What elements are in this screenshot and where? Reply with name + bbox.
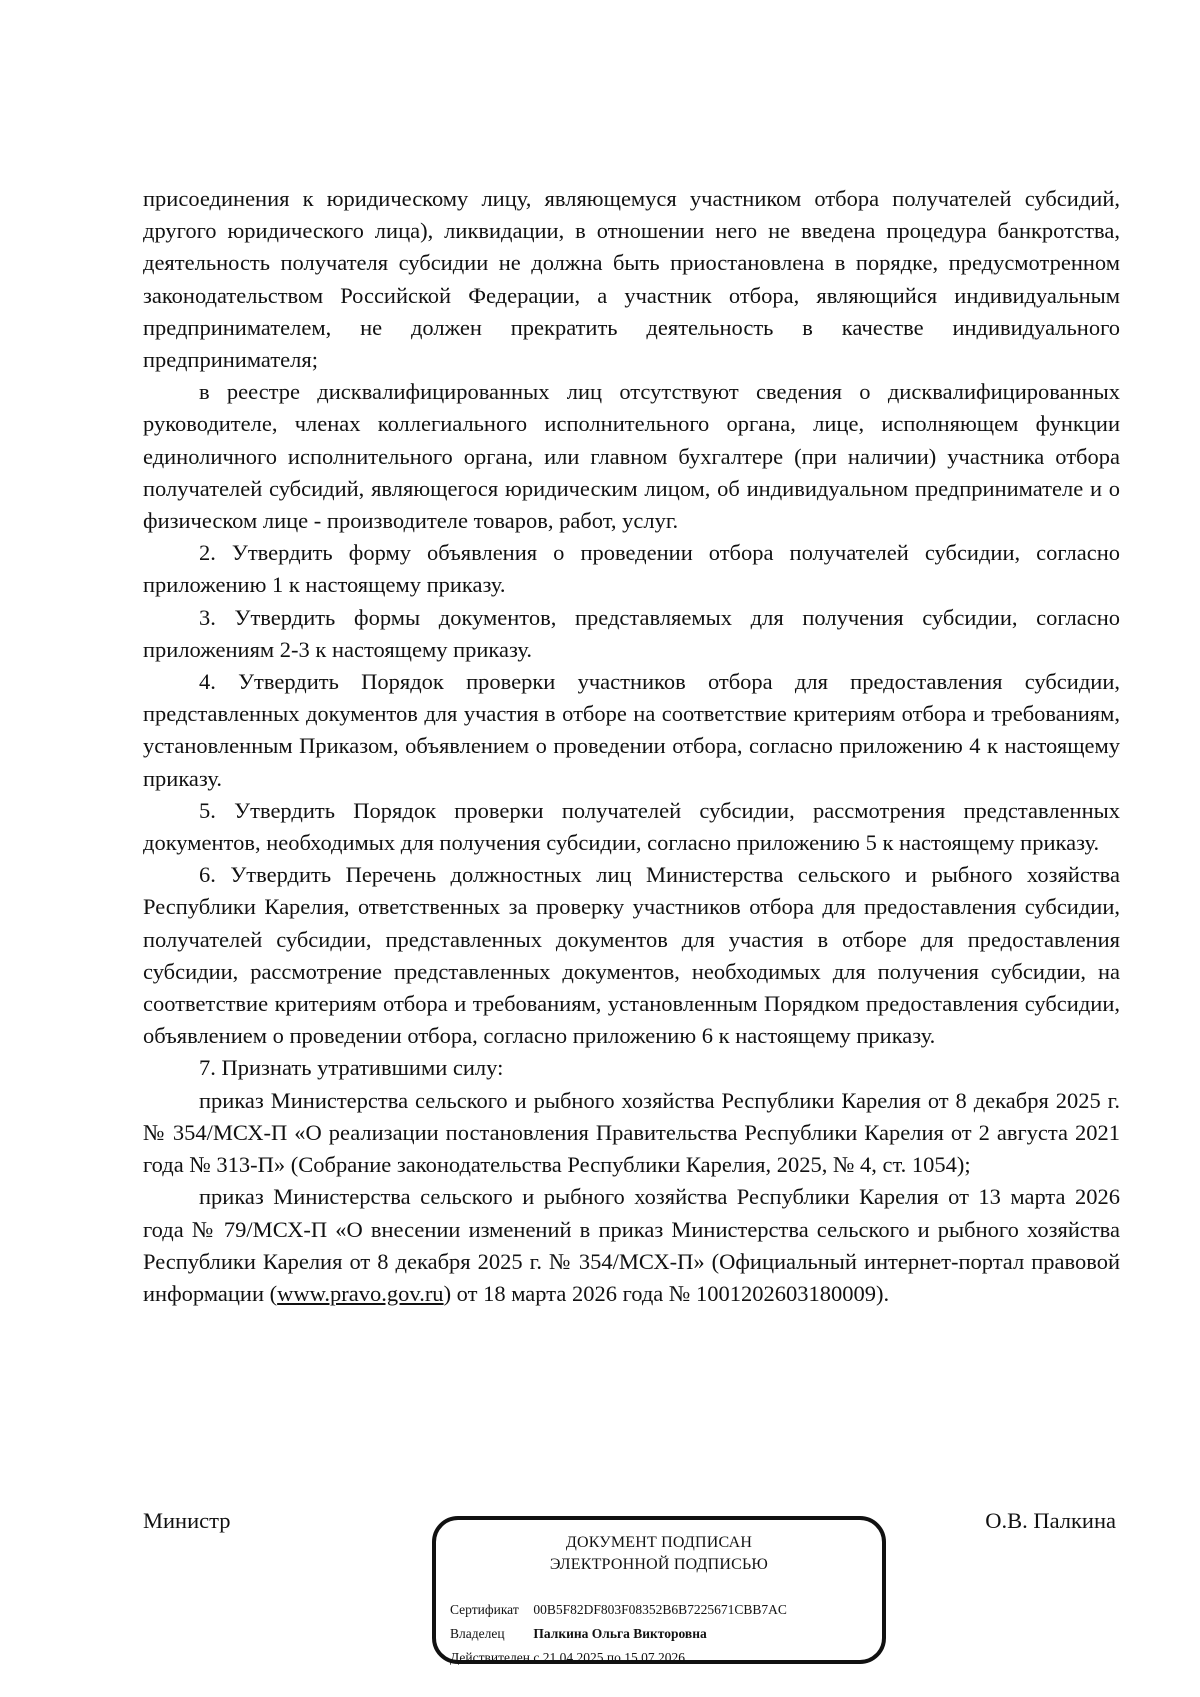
stamp-certificate-value: 00B5F82DF803F08352B6B7225671CBB7AC <box>533 1602 787 1617</box>
stamp-title-line1: ДОКУМЕНТ ПОДПИСАН <box>565 1534 753 1551</box>
paragraph-text-after-link: ) от 18 марта 2026 года № 1001202603180009). <box>443 1280 890 1306</box>
paragraph-continuation: присоединения к юридическому лицу, являющемуся участником отбора получателей субсидий, другого юридического лица), ликвидации, в отношении него не введена процедура банкротства, деятельность получателя субсидии не должна быть приостановлена в порядке, предусмотренном законодательством Российской Федерации, а участник отбора, являющийся индивидуальным предпринимателем, не должен прекратить деятельность в качестве индивидуального предпринимателя; <box>143 186 1120 373</box>
stamp-certificate-row <box>450 1602 787 1618</box>
paragraph-disqualified-registry: в реестре дисквалифицированных лиц отсутствуют сведения о дисквалифицированных руководителе, членах коллегиального исполнительного органа, лице, исполняющем функции единоличного исполнительного органа, или главном бухгалтере (при наличии) участника отбора получателей субсидий, являющегося юридическим лицом, об индивидуальном предпринимателе и о физическом лице - производителе товаров, работ, услуг. <box>143 379 1120 534</box>
stamp-validity-row <box>450 1650 685 1666</box>
stamp-owner-label: Владелец <box>450 1626 505 1641</box>
stamp-validity-value: с 21.04.2025 по 15.07.2026 <box>533 1650 685 1665</box>
signature-position: Министр <box>143 1508 231 1533</box>
signature-name: О.В. Палкина <box>985 1508 1116 1533</box>
paragraph-item-2: 2. Утвердить форму объявления о проведении отбора получателей субсидии, согласно приложению 1 к настоящему приказу. <box>143 540 1120 598</box>
pravo-gov-link[interactable]: www.pravo.gov.ru <box>277 1280 444 1306</box>
paragraph-text-before-link: приказ Министерства сельского и рыбного хозяйства Республики Карелия от 13 марта 2026 года № 79/МСХ-П «О внесении изменений в приказ Министерства сельского и рыбного хозяйства Республики Карелия от 8 декабря 2025 г. № 354/МСХ-П» (Официальный интернет-портал правовой информации ( <box>143 1184 1120 1306</box>
document-body <box>143 183 1120 1310</box>
paragraph-item-7: 7. Признать утратившими силу: <box>199 1055 504 1081</box>
paragraph-repealed-order-2 <box>143 1181 1120 1310</box>
paragraph-repealed-order-1: приказ Министерства сельского и рыбного хозяйства Республики Карелия от 8 декабря 2025 г. № 354/МСХ-П «О реализации постановления Правительства Республики Карелия от 2 августа 2021 года № 313-П» (Собрание законодательства Республики Карелия, 2025, № 4, ст. 1054); <box>143 1087 1120 1178</box>
stamp-title-line2: ЭЛЕКТРОННОЙ ПОДПИСЬЮ <box>549 1556 769 1573</box>
paragraph-item-6: 6. Утвердить Перечень должностных лиц Министерства сельского и рыбного хозяйства Республики Карелия, ответственных за проверку участников отбора для предоставления субсидии, получателей субсидии, представленных документов для участия в отборе для предоставления субсидии, рассмотрение представленных документов, необходимых для получения субсидии, на соответствие критериям отбора и требованиям, установленным Порядком предоставления субсидии, объявлением о проведении отбора, согласно приложению 6 к настоящему приказу. <box>143 862 1120 1049</box>
paragraph-item-3: 3. Утвердить формы документов, представляемых для получения субсидии, согласно приложениям 2-3 к настоящему приказу. <box>143 604 1120 662</box>
electronic-signature-stamp <box>432 1516 886 1664</box>
paragraph-item-4: 4. Утвердить Порядок проверки участников отбора для предоставления субсидии, представленных документов для участия в отборе на соответствие критериям отбора и требованиям, установленным Приказом, объявлением о проведении отбора, согласно приложению 4 к настоящему приказу. <box>143 669 1120 791</box>
stamp-owner-row <box>450 1626 707 1642</box>
stamp-validity-label: Действителен <box>450 1650 530 1665</box>
paragraph-item-5: 5. Утвердить Порядок проверки получателей субсидии, рассмотрения представленных документов, необходимых для получения субсидии, согласно приложению 5 к настоящему приказу. <box>143 797 1120 856</box>
stamp-certificate-label: Сертификат <box>450 1602 519 1617</box>
stamp-owner-value: Палкина Ольга Викторовна <box>533 1626 707 1641</box>
